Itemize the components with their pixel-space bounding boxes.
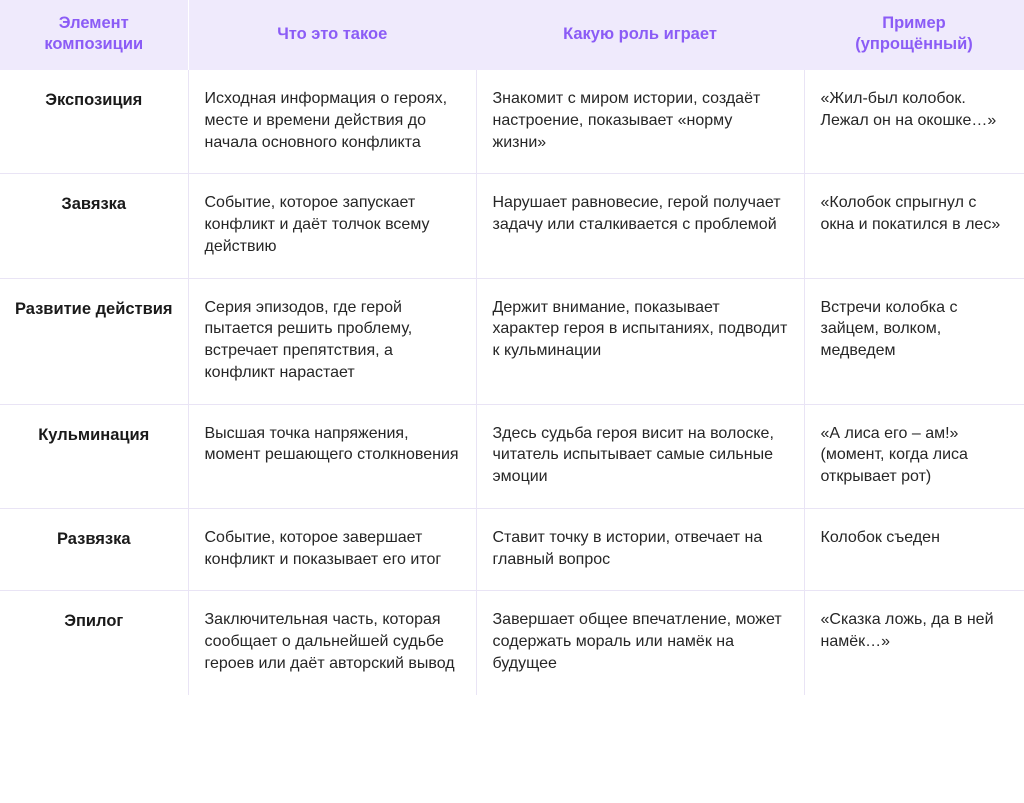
table-header <box>0 0 1024 70</box>
cell-definition: Исходная информация о героях, месте и времени действия до начала основного конфликта <box>188 70 476 174</box>
cell-definition: Заключительная часть, которая сообщает о дальнейшей судьбе героев или даёт авторский вывод <box>188 591 476 695</box>
column-header-definition <box>188 0 476 70</box>
cell-stage: Развязка <box>0 508 188 591</box>
column-header-element-line1: Элемент <box>58 14 129 32</box>
cell-example: «Жил-был колобок. Лежал он на окошке…» <box>804 70 1024 174</box>
cell-role: Завершает общее впечатление, может содержать мораль или намёк на будущее <box>476 591 804 695</box>
table-row <box>0 591 1024 695</box>
cell-example: Встречи колобка с зайцем, волком, медведем <box>804 278 1024 404</box>
table-body <box>0 70 1024 695</box>
column-header-example-line2: (упрощённый) <box>855 35 973 54</box>
column-header-element <box>0 0 188 70</box>
column-header-example <box>804 0 1024 70</box>
table-header-row <box>0 0 1024 70</box>
cell-definition: Высшая точка напряжения, момент решающего столкновения <box>188 404 476 508</box>
column-header-role-line1: Какую роль играет <box>563 24 717 43</box>
column-header-example-line1: Пример <box>882 14 946 32</box>
cell-role: Знакомит с миром истории, создаёт настроение, показывает «норму жизни» <box>476 70 804 174</box>
cell-stage: Развитие действия <box>0 278 188 404</box>
table-row <box>0 278 1024 404</box>
cell-example: «А лиса его – ам!» (момент, когда лиса открывает рот) <box>804 404 1024 508</box>
cell-definition: Серия эпизодов, где герой пытается решить проблему, встречает препятствия, а конфликт нарастает <box>188 278 476 404</box>
cell-stage: Экспозиция <box>0 70 188 174</box>
table-row <box>0 404 1024 508</box>
cell-stage: Эпилог <box>0 591 188 695</box>
cell-stage: Завязка <box>0 174 188 278</box>
cell-role: Ставит точку в истории, отвечает на главный вопрос <box>476 508 804 591</box>
column-header-element-line2: композиции <box>44 35 144 54</box>
cell-definition: Событие, которое запускает конфликт и даёт толчок всему действию <box>188 174 476 278</box>
table-row <box>0 70 1024 174</box>
cell-example: «Колобок спрыгнул с окна и покатился в лес» <box>804 174 1024 278</box>
cell-role: Здесь судьба героя висит на волоске, читатель испытывает самые сильные эмоции <box>476 404 804 508</box>
cell-example: «Сказка ложь, да в ней намёк…» <box>820 611 994 651</box>
cell-role: Нарушает равновесие, герой получает задачу или сталкивается с проблемой <box>476 174 804 278</box>
cell-example: Колобок съеден <box>804 508 1024 591</box>
table-row <box>0 508 1024 591</box>
cell-definition: Событие, которое завершает конфликт и показывает его итог <box>188 508 476 591</box>
column-header-definition-line1: Что это такое <box>277 24 388 43</box>
cell-stage: Кульминация <box>0 404 188 508</box>
cell-role: Держит внимание, показывает характер героя в испытаниях, подводит к кульминации <box>476 278 804 404</box>
table-row <box>0 174 1024 278</box>
column-header-role <box>476 0 804 70</box>
